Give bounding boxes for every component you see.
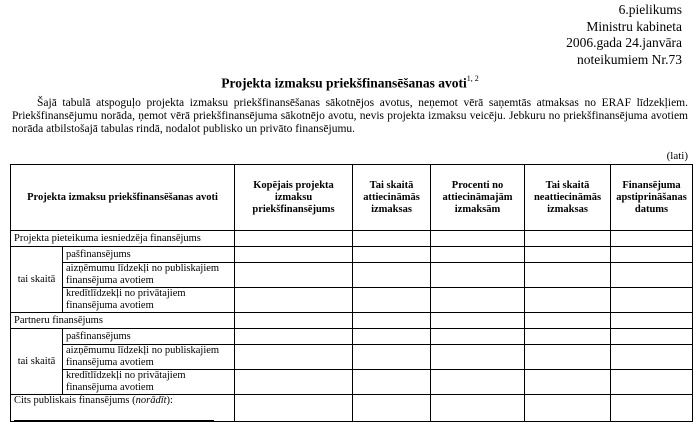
table-row	[11, 288, 693, 313]
table-cell[interactable]	[353, 313, 431, 329]
row-label-public-loans: aizņēmumu līdzekļi no publiskajiem finansējuma avotiem	[63, 263, 235, 288]
table-cell[interactable]	[431, 288, 525, 313]
table-cell[interactable]	[235, 263, 353, 288]
row-label-public-loans: aizņēmumu līdzekļi no publiskajiem finansējuma avotiem	[63, 345, 235, 370]
table-cell[interactable]	[353, 345, 431, 370]
table-cell[interactable]	[611, 247, 693, 263]
other-public-hint: norādīt	[135, 395, 167, 406]
table-cell[interactable]	[235, 288, 353, 313]
table-cell[interactable]	[235, 313, 353, 329]
table-cell[interactable]	[611, 395, 693, 422]
document-title	[0, 75, 700, 92]
table-cell[interactable]	[525, 231, 611, 247]
table-cell[interactable]	[235, 345, 353, 370]
table-cell[interactable]	[235, 247, 353, 263]
table-header-row	[11, 165, 693, 231]
annex-date: 2006.gada 24.janvāra	[566, 35, 682, 50]
table-cell[interactable]	[611, 329, 693, 345]
other-public-text: Cits publiskais finansējums (	[14, 395, 136, 406]
table-cell[interactable]	[525, 370, 611, 395]
table-cell[interactable]	[353, 288, 431, 313]
table-cell[interactable]	[353, 329, 431, 345]
row-label-own-funds: pašfinansējums	[63, 247, 235, 263]
table-cell[interactable]	[611, 313, 693, 329]
row-label-other-public	[11, 395, 235, 422]
currency-unit: (lati)	[666, 150, 688, 162]
table-cell[interactable]	[611, 370, 693, 395]
table-cell[interactable]	[431, 329, 525, 345]
group-label-partners: tai skaitā	[11, 329, 63, 395]
row-label-private-credit: kredītlīdzekļi no privātajiem finansējuma avotiem	[63, 288, 235, 313]
table-cell[interactable]	[235, 370, 353, 395]
intro-paragraph: Šajā tabulā atspoguļo projekta izmaksu priekšfinansēšanas sākotnējos avotus, neņemot vērā saņemtās atmaksas no ERAF līdzekļiem. Priekšfinansējumu norāda, ņemot vērā priekšfinansējuma sākotnējo avotu, nevis projekta izmaksu veicēju. Jebkuru no priekšfinansējuma avotiem norāda atbilstošajā tabulas rindā, nodalot publisko un privāto finansējumu.	[12, 97, 688, 135]
row-label-applicant: Projekta pieteikuma iesniedzēja finansējums	[11, 231, 235, 247]
table-cell[interactable]	[525, 288, 611, 313]
table-row	[11, 395, 693, 422]
table-cell[interactable]	[611, 263, 693, 288]
table-cell[interactable]	[525, 345, 611, 370]
table-cell[interactable]	[431, 263, 525, 288]
table-row	[11, 263, 693, 288]
header-ineligible-costs: Tai skaitā neattiecināmās izmaksas	[525, 165, 611, 231]
table-cell[interactable]	[235, 231, 353, 247]
header-approval-date: Finansējuma apstiprināšanas datums	[611, 165, 693, 231]
table-cell[interactable]	[353, 370, 431, 395]
table-cell[interactable]	[525, 395, 611, 422]
table-cell[interactable]	[611, 288, 693, 313]
table-cell[interactable]	[431, 313, 525, 329]
table-cell[interactable]	[611, 345, 693, 370]
table-cell[interactable]	[525, 263, 611, 288]
annex-number: 6.pielikums	[618, 2, 682, 17]
table-row	[11, 370, 693, 395]
table-cell[interactable]	[235, 329, 353, 345]
table-row	[11, 247, 693, 263]
table-cell[interactable]	[431, 345, 525, 370]
document-title-text: Projekta izmaksu priekšfinansēšanas avoti	[221, 75, 467, 91]
table-cell[interactable]	[431, 370, 525, 395]
header-eligible-costs: Tai skaitā attiecināmās izmaksas	[353, 165, 431, 231]
group-label-applicant: tai skaitā	[11, 247, 63, 313]
table-cell[interactable]	[353, 247, 431, 263]
header-source: Projekta izmaksu priekšfinansēšanas avoti	[11, 165, 235, 231]
row-label-private-credit: kredītlīdzekļi no privātajiem finansējuma avotiem	[63, 370, 235, 395]
table-cell[interactable]	[431, 395, 525, 422]
header-total-prefinancing: Kopējais projekta izmaksu priekšfinansējums	[235, 165, 353, 231]
header-percent-eligible: Procenti no attiecināmajām izmaksām	[431, 165, 525, 231]
table-cell[interactable]	[431, 247, 525, 263]
table-cell[interactable]	[525, 247, 611, 263]
table-cell[interactable]	[353, 231, 431, 247]
table-row	[11, 345, 693, 370]
table-row	[11, 313, 693, 329]
annex-reference	[566, 2, 682, 68]
table-row	[11, 329, 693, 345]
prefinancing-table	[10, 164, 693, 422]
row-label-own-funds: pašfinansējums	[63, 329, 235, 345]
title-footnote-marks: 1, 2	[466, 74, 479, 83]
table-cell[interactable]	[353, 263, 431, 288]
table-cell[interactable]	[525, 329, 611, 345]
specify-fill-line[interactable]	[14, 407, 214, 421]
table-cell[interactable]	[235, 395, 353, 422]
row-label-partners: Partneru finansējums	[11, 313, 235, 329]
table-cell[interactable]	[353, 395, 431, 422]
other-public-close: ):	[166, 395, 173, 406]
table-cell[interactable]	[431, 231, 525, 247]
table-cell[interactable]	[525, 313, 611, 329]
annex-issuer: Ministru kabineta	[586, 18, 682, 34]
annex-regulation: noteikumiem Nr.73	[577, 51, 682, 67]
table-row	[11, 231, 693, 247]
table-cell[interactable]	[611, 231, 693, 247]
